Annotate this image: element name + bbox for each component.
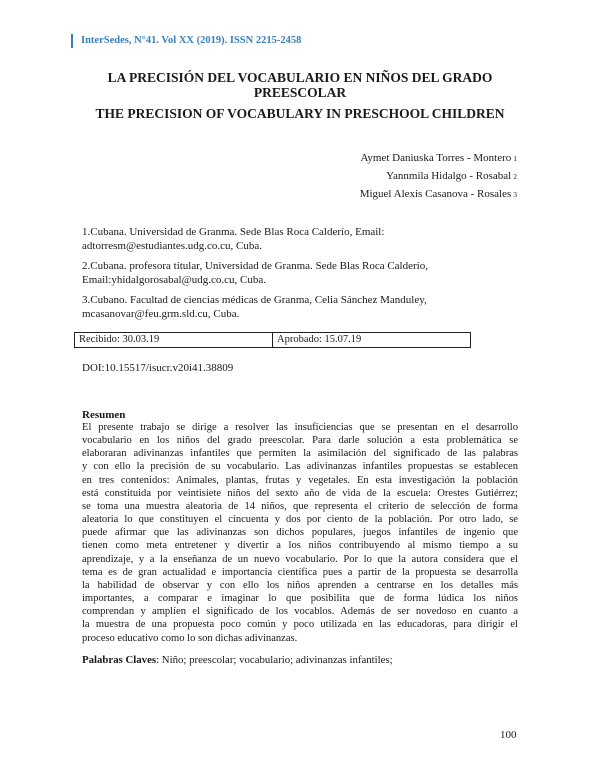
- doi: DOI:10.15517/isucr.v20i41.38809: [82, 362, 234, 374]
- author-ref: 2: [513, 172, 517, 181]
- affiliation-line: Email:yhidalgorosabal@udg.co.cu, Cuba.: [82, 274, 266, 286]
- abstract-line: está constituida por veintisiete niños del sexto año de vida de la escuela: Orestes Gutiérrez;: [82, 487, 518, 499]
- abstract-line: El presente trabajo se dirige a resolver las insuficiencias que se presentan en el desarrollo: [82, 422, 518, 433]
- abstract-line: tema es de gran actualidad e importancia científica pues a partir de la propuesta se desarrolla: [82, 566, 518, 578]
- journal-accent-bar: [71, 34, 73, 48]
- keywords-list: : Niño; preescolar; vocabulario; adivinanzas infantiles;: [156, 654, 393, 666]
- affiliation-line: adtorresm@estudiantes.udg.co.cu, Cuba.: [82, 240, 262, 252]
- abstract-line: elaboraran adivinanzas infantiles que permiten la asimilación del significado de las palabras: [82, 448, 518, 460]
- journal-header: InterSedes, N°41. Vol XX (2019). ISSN 2215-2458: [81, 35, 302, 46]
- author-ref: 1: [513, 154, 517, 163]
- author-name: Yannmila Hidalgo - Rosabal: [386, 170, 512, 182]
- abstract-line: vocabulario en los niños del grado preescolar. Para darle solución a esta problemática se: [82, 435, 518, 447]
- abstract-line: comprendan y amplíen el significado de los vocablos. Además de ser novedoso en cuanto a: [82, 606, 518, 618]
- affiliation-line: 3.Cubano. Facultad de ciencias médicas de Granma, Celia Sánchez Manduley,: [82, 294, 427, 306]
- affiliation-line: mcasanovar@feu.grm.sld.cu, Cuba.: [82, 308, 240, 320]
- keywords: [82, 654, 393, 666]
- abstract-line: en tres contenidos: Animales, plantas, frutas y vegetales. En esta investigación la población: [82, 474, 518, 486]
- affiliation: [82, 259, 518, 287]
- author-ref: 3: [513, 190, 517, 199]
- page-number: 100: [500, 729, 517, 741]
- author-list: [360, 149, 517, 203]
- affiliation-line: 1.Cubana. Universidad de Granma. Sede Blas Roca Calderío, Email:: [82, 226, 385, 238]
- author-name: Miguel Alexis Casanova - Rosales: [359, 188, 512, 200]
- dates-box: [74, 332, 471, 348]
- abstract-line: se toma una muestra aleatoria de 14 niños, que representa el criterio de selección de forma: [82, 500, 518, 512]
- title-spanish: [82, 70, 518, 100]
- affiliation-line: 2.Cubana. profesora titular, Universidad de Granma. Sede Blas Roca Calderío,: [82, 260, 428, 272]
- abstract-heading: Resumen: [82, 409, 126, 421]
- abstract-line: aleatoria lo que constituyen el cincuenta y dos por ciento de la población. Por otro lado, se: [82, 514, 518, 526]
- received-date: Recibido: 30.03.19: [79, 334, 160, 345]
- title-spanish-line-2: PREESCOLAR: [253, 85, 347, 100]
- author: [360, 167, 517, 185]
- keywords-label: Palabras Claves: [82, 654, 157, 666]
- abstract-body: [82, 421, 518, 645]
- affiliation: [82, 225, 518, 253]
- abstract-line: importantes, a comparar e imaginar lo que posibilita que de forma lúdica los niños: [82, 593, 518, 605]
- abstract-line: aprendizaje, y a la enseñanza de un nuevo vocabulario. Por lo que la autora considera que el: [82, 553, 518, 565]
- abstract-line: y con ello la precisión de su vocabulario. Las adivinanzas infantiles propuestas se establecen: [82, 461, 518, 473]
- affiliation: [82, 293, 518, 321]
- author-name: Aymet Daniuska Torres - Montero: [360, 152, 512, 164]
- abstract-line: tienen como meta entretener y divertir a los niños contribuyendo al mismo tiempo a su: [82, 540, 518, 552]
- abstract-line: la muestra de una propuesta poco común y poco utilizada en las educadoras, para dirigir el: [82, 619, 518, 631]
- title-english: THE PRECISION OF VOCABULARY IN PRESCHOOL CHILDREN: [95, 106, 505, 121]
- author: [360, 185, 517, 203]
- title-spanish-line-1: LA PRECISIÓN DEL VOCABULARIO EN NIÑOS DEL GRADO: [107, 70, 493, 85]
- abstract-line: proceso educativo como lo son dichas adivinanzas.: [82, 632, 298, 644]
- abstract-line: la habilidad de observar y con ello los niños aprenden a centrarse en los detalles más: [82, 579, 518, 591]
- approved-date: Aprobado: 15.07.19: [272, 333, 470, 347]
- abstract-line: puede afirmar que las adivinanzas son dichos populares, juegos infantiles de ingenio que: [82, 527, 518, 539]
- author: [360, 149, 517, 167]
